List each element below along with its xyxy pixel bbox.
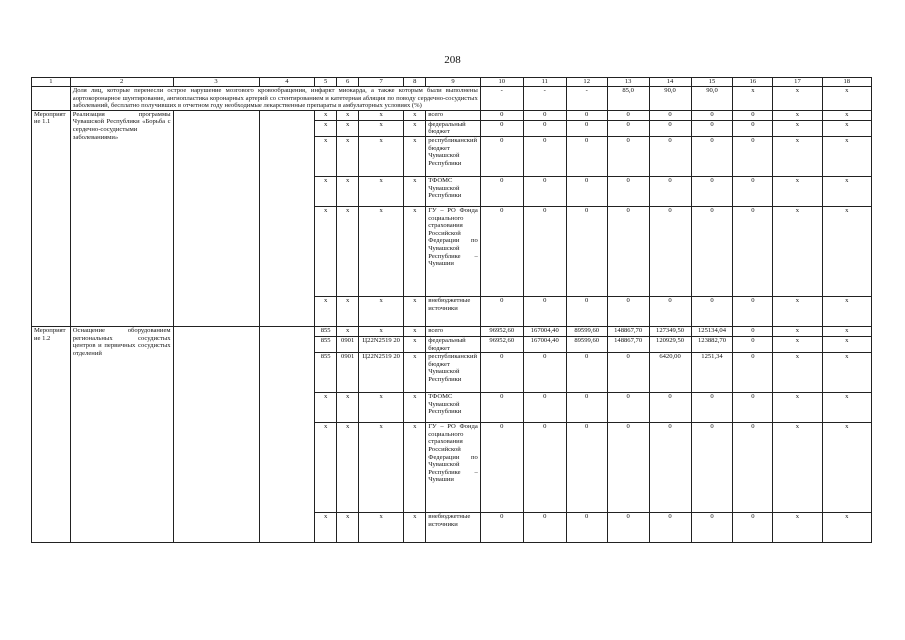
amount-cell: 0 [607,136,649,176]
amount-cell: 0 [523,353,566,393]
amount-cell: x [822,336,871,352]
amount-cell: 0 [649,513,691,543]
column-number-cell: 11 [523,78,566,87]
amount-cell: 0 [733,423,773,513]
amount-cell: 127349,50 [649,326,691,336]
amount-cell: 0 [523,176,566,206]
column-number-cell: 1 [32,78,71,87]
amount-cell: 167004,40 [523,336,566,352]
column-number-cell: 12 [566,78,607,87]
amount-cell: 0 [733,336,773,352]
amount-cell: 0 [649,110,691,120]
code-col-6: x [337,120,359,136]
measure-row [32,326,872,336]
code-col-8: x [404,110,426,120]
measure-col-3 [173,326,259,542]
indicator-row [32,87,872,111]
amount-cell: 0 [480,513,523,543]
amount-cell: 0 [733,393,773,423]
code-col-7: x [359,393,404,423]
indicator-value: - [480,87,523,111]
funding-source: внебюджетные источники [426,296,481,326]
amount-cell: 0 [523,423,566,513]
column-number-cell: 16 [733,78,773,87]
amount-cell: x [822,136,871,176]
amount-cell: 0 [607,423,649,513]
amount-cell: 0 [649,206,691,296]
column-number-cell: 2 [70,78,173,87]
amount-cell: 0 [649,423,691,513]
amount-cell: 0 [607,353,649,393]
column-number-cell: 5 [315,78,337,87]
measure-col-4 [259,110,315,326]
amount-cell: 148867,70 [607,336,649,352]
funding-source: всего [426,110,481,120]
amount-cell: 0 [566,206,607,296]
amount-cell: 0 [691,110,733,120]
indicator-value: 85,0 [607,87,649,111]
amount-cell: 6420,00 [649,353,691,393]
amount-cell: 148867,70 [607,326,649,336]
amount-cell: x [773,206,822,296]
amount-cell: 0 [480,393,523,423]
amount-cell: x [773,353,822,393]
amount-cell: 0 [733,110,773,120]
indicator-value: x [822,87,871,111]
column-number-cell: 7 [359,78,404,87]
amount-cell: 0 [480,136,523,176]
amount-cell: x [773,393,822,423]
code-col-8: x [404,336,426,352]
code-col-8: x [404,120,426,136]
code-col-7: x [359,423,404,513]
code-col-6: x [337,296,359,326]
amount-cell: 0 [649,136,691,176]
budget-table [31,77,872,543]
amount-cell: 0 [566,176,607,206]
amount-cell: x [773,110,822,120]
column-number-cell: 9 [426,78,481,87]
measure-name: Реализация программы Чувашской Республики «Борьба с сердечно-сосудистыми заболеваниями» [70,110,173,326]
amount-cell: 0 [480,296,523,326]
code-col-5: x [315,120,337,136]
amount-cell: 0 [733,206,773,296]
code-col-6: x [337,206,359,296]
amount-cell: 0 [691,120,733,136]
amount-cell: x [822,326,871,336]
code-col-6: x [337,136,359,176]
code-col-7: x [359,513,404,543]
indicator-value: - [523,87,566,111]
code-col-7: x [359,326,404,336]
measure-row [32,110,872,120]
amount-cell: 0 [566,136,607,176]
amount-cell: x [773,513,822,543]
amount-cell: 0 [566,120,607,136]
amount-cell: 0 [607,110,649,120]
amount-cell: 0 [607,176,649,206]
code-col-7: x [359,296,404,326]
measure-col-3 [173,110,259,326]
column-number-row [32,78,872,87]
code-col-8: x [404,206,426,296]
funding-source: республиканский бюджет Чувашской Республики [426,136,481,176]
funding-source: федеральный бюджет [426,120,481,136]
page-number: 208 [444,54,461,66]
indicator-value: - [566,87,607,111]
funding-source: ТФОМС Чувашской Республики [426,176,481,206]
column-number-cell: 17 [773,78,822,87]
amount-cell: 0 [733,176,773,206]
indicator-value: x [773,87,822,111]
code-col-6: x [337,513,359,543]
code-col-5: x [315,296,337,326]
amount-cell: 89599,60 [566,326,607,336]
amount-cell: 89599,60 [566,336,607,352]
code-col-5: x [315,423,337,513]
indicator-value: 90,0 [649,87,691,111]
code-col-5: x [315,513,337,543]
amount-cell: 0 [691,296,733,326]
code-col-5: x [315,136,337,176]
amount-cell: x [822,513,871,543]
amount-cell: 0 [733,296,773,326]
column-number-cell: 4 [259,78,315,87]
code-col-8: x [404,353,426,393]
amount-cell: 0 [607,120,649,136]
amount-cell: 120929,50 [649,336,691,352]
amount-cell: 0 [523,393,566,423]
column-number-cell: 18 [822,78,871,87]
amount-cell: x [822,176,871,206]
amount-cell: x [822,393,871,423]
amount-cell: 0 [566,513,607,543]
code-col-8: x [404,176,426,206]
code-col-8: x [404,423,426,513]
amount-cell: 0 [649,393,691,423]
amount-cell: 0 [607,393,649,423]
amount-cell: 0 [480,110,523,120]
amount-cell: 0 [733,136,773,176]
amount-cell: x [773,423,822,513]
amount-cell: 0 [691,393,733,423]
amount-cell: 0 [566,423,607,513]
code-col-6: 0901 [337,353,359,393]
column-number-cell: 14 [649,78,691,87]
amount-cell: x [773,120,822,136]
code-col-6: x [337,326,359,336]
code-col-6: x [337,423,359,513]
funding-source: внебюджетные источники [426,513,481,543]
amount-cell: 0 [523,296,566,326]
code-col-7: x [359,206,404,296]
amount-cell: 0 [691,513,733,543]
amount-cell: x [822,120,871,136]
amount-cell: 0 [523,120,566,136]
amount-cell: 0 [607,513,649,543]
amount-cell: 0 [607,206,649,296]
amount-cell: x [773,136,822,176]
indicator-empty-cell [32,87,71,111]
code-col-8: x [404,326,426,336]
code-col-7: x [359,110,404,120]
amount-cell: 0 [523,136,566,176]
column-number-cell: 13 [607,78,649,87]
code-col-8: x [404,136,426,176]
amount-cell: x [822,296,871,326]
amount-cell: 125134,04 [691,326,733,336]
column-number-cell: 6 [337,78,359,87]
amount-cell: 0 [691,423,733,513]
amount-cell: 0 [691,176,733,206]
funding-source: ГУ – РО Фонда социального страхования Российской Федерации по Чувашской Республике – Чувашии [426,206,481,296]
code-col-8: x [404,296,426,326]
measure-name: Оснащение оборудованием региональных сосудистых центров и первичных сосудистых отделений [70,326,173,542]
amount-cell: 96952,60 [480,326,523,336]
code-col-5: 855 [315,353,337,393]
funding-source: ГУ – РО Фонда социального страхования Российской Федерации по Чувашской Республике – Чувашии [426,423,481,513]
code-col-6: x [337,176,359,206]
amount-cell: 0 [480,176,523,206]
amount-cell: x [822,206,871,296]
code-col-7: x [359,120,404,136]
amount-cell: 96952,60 [480,336,523,352]
amount-cell: 0 [523,110,566,120]
amount-cell: 0 [480,353,523,393]
code-col-7: Ц22N2519 20 [359,336,404,352]
amount-cell: x [773,326,822,336]
code-col-7: x [359,176,404,206]
amount-cell: 0 [649,176,691,206]
amount-cell: 0 [733,353,773,393]
amount-cell: x [822,353,871,393]
amount-cell: x [822,110,871,120]
funding-source: всего [426,326,481,336]
amount-cell: 0 [733,326,773,336]
column-number-cell: 10 [480,78,523,87]
amount-cell: 167004,40 [523,326,566,336]
indicator-value: x [733,87,773,111]
amount-cell: 0 [480,423,523,513]
indicator-value: 90,0 [691,87,733,111]
funding-source: ТФОМС Чувашской Республики [426,393,481,423]
indicator-text: Доля лиц, которые перенесли острое нарушение мозгового кровообращения, инфаркт миокарда, а также которым были выполнены аортокоронарное шунтирование, ангиопластика коронарных артерий со стентированием и катетерная абляция по поводу сердечно-сосудистых заболеваний, бесплатно получивших в отчетном году необходимые лекарственные препараты в амбулаторных условиях (%) [70,87,480,111]
amount-cell: 0 [566,110,607,120]
funding-source: республиканский бюджет Чувашской Республики [426,353,481,393]
amount-cell: 0 [733,513,773,543]
amount-cell: x [773,296,822,326]
amount-cell: 123882,70 [691,336,733,352]
amount-cell: 0 [523,513,566,543]
amount-cell: 0 [566,296,607,326]
amount-cell: 0 [480,120,523,136]
amount-cell: 0 [566,393,607,423]
code-col-5: x [315,176,337,206]
amount-cell: x [822,423,871,513]
code-col-8: x [404,393,426,423]
funding-source: федеральный бюджет [426,336,481,352]
amount-cell: 0 [607,296,649,326]
column-number-cell: 8 [404,78,426,87]
amount-cell: 0 [523,206,566,296]
amount-cell: 0 [691,206,733,296]
code-col-6: 0901 [337,336,359,352]
code-col-5: 855 [315,326,337,336]
amount-cell: 0 [733,120,773,136]
code-col-7: Ц22N2519 20 [359,353,404,393]
code-col-7: x [359,136,404,176]
amount-cell: x [773,336,822,352]
amount-cell: x [773,176,822,206]
amount-cell: 0 [649,120,691,136]
amount-cell: 0 [566,353,607,393]
amount-cell: 1251,34 [691,353,733,393]
amount-cell: 0 [480,206,523,296]
code-col-5: x [315,206,337,296]
code-col-6: x [337,110,359,120]
measure-label: Мероприятие 1.2 [32,326,71,542]
measure-label: Мероприятие 1.1 [32,110,71,326]
code-col-6: x [337,393,359,423]
column-number-cell: 15 [691,78,733,87]
code-col-5: x [315,110,337,120]
column-number-cell: 3 [173,78,259,87]
measure-col-4 [259,326,315,542]
code-col-8: x [404,513,426,543]
amount-cell: 0 [649,296,691,326]
amount-cell: 0 [691,136,733,176]
code-col-5: x [315,393,337,423]
code-col-5: 855 [315,336,337,352]
